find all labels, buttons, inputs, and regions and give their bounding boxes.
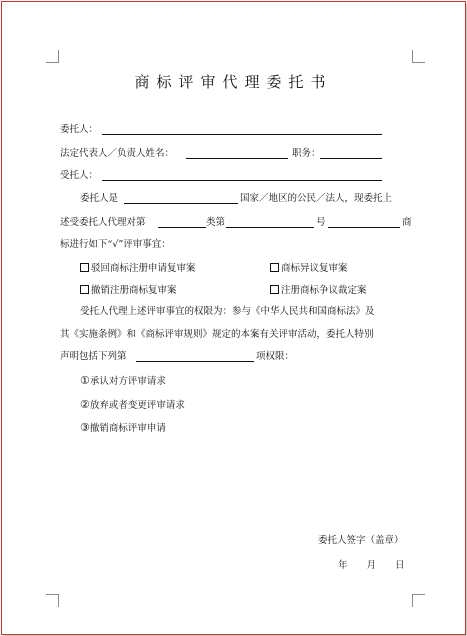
checkbox-icon[interactable] [270,285,279,294]
country-blank[interactable] [124,203,238,204]
position-label: 职务： [292,148,321,159]
crop-mark-bottom-right [412,594,425,607]
body-line6-part2: 项权限： [256,351,295,362]
body-line6-part1: 声明包括下列第 [60,351,127,362]
agent-blank[interactable] [102,180,382,181]
agent-label: 受托人： [60,170,99,181]
trademark-blank[interactable] [328,227,400,228]
signature-label: 委托人签字（盖章） [318,535,404,546]
powers-blank[interactable] [136,361,254,362]
body-line2-part3: 号 [316,217,326,228]
body-line4: 受托人代理上述评审事宜的权限为：参与《中华人民共和国商标法》及 [80,306,375,317]
body-line1-part1: 委托人是 [80,193,119,204]
number-blank[interactable] [226,227,314,228]
crop-mark-top-left [46,50,59,63]
legal-rep-label: 法定代表人／负责人姓名： [60,148,175,159]
signature-date: 年 月 日 [338,560,405,571]
body-line2-part4: 商 [402,217,412,228]
checkbox-icon[interactable] [270,263,279,272]
option-reject-review[interactable]: 驳回商标注册申请复审案 [80,263,196,275]
option-revoke-review[interactable]: 撤销注册商标复审案 [80,285,177,297]
body-line5: 其《实施条例》和《商标评审规则》规定的本案有关评审活动，委托人特别 [60,329,374,340]
position-blank[interactable] [320,158,382,159]
legal-rep-blank[interactable] [186,158,288,159]
crop-mark-bottom-left [46,594,59,607]
option-opposition-review[interactable]: 商标异议复审案 [270,263,348,275]
body-line2-part2: 类第 [206,217,226,228]
power-item: ③撤销商标评审申请 [80,421,166,434]
option-dispute-ruling[interactable]: 注册商标争议裁定案 [270,285,367,297]
body-line1-part2: 国家／地区的公民／法人，现委托上 [240,193,393,204]
body-line2-part1: 述受委托人代理对第 [60,217,146,228]
class-blank[interactable] [158,227,206,228]
client-label: 委托人： [60,124,99,135]
document-title: 商标评审代理委托书 [134,73,333,91]
body-line3: 标进行如下“√”评审事宜： [60,239,171,250]
power-item: ①承认对方评审请求 [80,374,166,387]
checkbox-icon[interactable] [80,263,89,272]
power-item: ②放弃或者变更评审请求 [80,398,185,411]
client-blank[interactable] [102,134,382,135]
crop-mark-top-right [412,50,425,63]
checkbox-icon[interactable] [80,285,89,294]
